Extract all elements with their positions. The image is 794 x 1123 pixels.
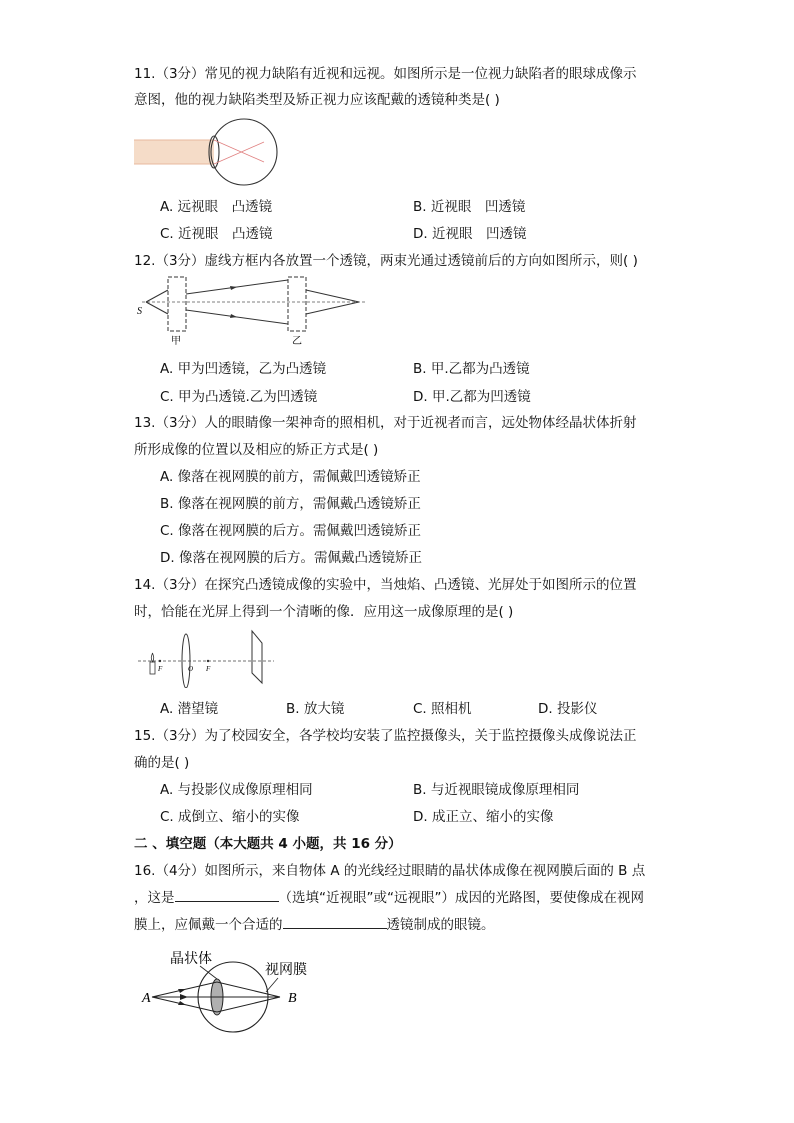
q16-label-b: B [288,991,297,1006]
q16-label-lens: 晶状体 [170,951,212,967]
q16-stem-line2 [134,886,644,906]
q11-stem-line2: 意图，他的视力缺陷类型及矫正视力应该配戴的透镜种类是( ) [134,92,500,108]
q11-eye-figure [134,118,284,186]
q12-label-jia: 甲 [171,336,181,347]
q11-option-b[interactable]: B. 近视眼 凹透镜 [413,199,526,215]
q16-stem-line1: 16.（4分）如图所示，来自物体 A 的光线经过眼睛的晶状体成像在视网膜后面的 B 点 [134,863,646,879]
q16-label-a: A [142,991,151,1006]
q11-stem-line1: 11.（3分）常见的视力缺陷有近视和远视。如图所示是一位视力缺陷者的眼球成像示 [134,66,637,82]
q16-stem-line3 [134,913,495,933]
q14-label-f2: F [206,665,211,673]
q14-label-o: O [188,665,194,673]
q16-line2-prefix: ，这是 [134,890,175,906]
q15-stem-line2: 确的是( ) [134,755,190,771]
section-heading-fill-in: 二 、填空题（本大题共 4 小题，共 16 分） [134,836,402,852]
q13-stem-line1: 13.（3分）人的眼睛像一架神奇的照相机，对于近视者而言，远处物体经晶状体折射 [134,415,637,431]
q16-line3-prefix: 膜上，应佩戴一个合适的 [134,917,283,933]
q15-option-d[interactable]: D. 成正立、缩小的实像 [413,809,554,825]
q15-option-a[interactable]: A. 与投影仪成像原理相同 [160,782,313,798]
q14-option-a[interactable]: A. 潜望镜 [160,701,219,717]
q12-label-yi: 乙 [292,336,302,347]
q12-option-b[interactable]: B. 甲.乙都为凸透镜 [413,361,530,377]
q12-option-d[interactable]: D. 甲.乙都为凹透镜 [413,389,531,405]
q12-option-c[interactable]: C. 甲为凸透镜.乙为凹透镜 [160,389,318,405]
q14-option-d[interactable]: D. 投影仪 [538,701,598,717]
q14-bench-figure [134,628,279,688]
q16-label-retina: 视网膜 [265,962,307,978]
q13-option-c[interactable]: C. 像落在视网膜的后方。需佩戴凹透镜矫正 [160,523,422,539]
q13-option-b[interactable]: B. 像落在视网膜的前方，需佩戴凸透镜矫正 [160,496,421,512]
q11-option-c[interactable]: C. 近视眼 凸透镜 [160,226,273,242]
q12-lens-figure [134,272,374,348]
q14-option-b[interactable]: B. 放大镜 [286,701,345,717]
q13-stem-line2: 所形成像的位置以及相应的矫正方式是( ) [134,442,379,458]
q11-option-a[interactable]: A. 远视眼 凸透镜 [160,199,273,215]
q16-blank-2[interactable] [283,914,387,929]
q13-option-a[interactable]: A. 像落在视网膜的前方，需佩戴凹透镜矫正 [160,469,421,485]
q14-stem-line1: 14.（3分）在探究凸透镜成像的实验中，当烛焰、凸透镜、光屏处于如图所示的位置 [134,577,637,593]
q12-option-a[interactable]: A. 甲为凹透镜，乙为凸透镜 [160,361,327,377]
q12-label-s: S [137,306,142,317]
q16-blank-1[interactable] [175,887,279,902]
q15-option-b[interactable]: B. 与近视眼镜成像原理相同 [413,782,580,798]
q14-stem-line2: 时，恰能在光屏上得到一个清晰的像．应用这一成像原理的是( ) [134,604,514,620]
q16-line2-suffix: （选填“近视眼”或“远视眼”）成因的光路图，要使像成在视网 [278,890,644,906]
q16-eye-figure [140,948,320,1036]
q12-stem-line1: 12.（3分）虚线方框内各放置一个透镜，两束光通过透镜前后的方向如图所示，则( ) [134,253,638,269]
q15-option-c[interactable]: C. 成倒立、缩小的实像 [160,809,300,825]
q14-label-f1: F [158,665,163,673]
q16-line3-suffix: 透镜制成的眼镜。 [386,917,495,933]
q13-option-d[interactable]: D. 像落在视网膜的后方。需佩戴凸透镜矫正 [160,550,422,566]
q11-option-d[interactable]: D. 近视眼 凹透镜 [413,226,527,242]
q15-stem-line1: 15.（3分）为了校园安全，各学校均安装了监控摄像头，关于监控摄像头成像说法正 [134,728,637,744]
q14-option-c[interactable]: C. 照相机 [413,701,472,717]
